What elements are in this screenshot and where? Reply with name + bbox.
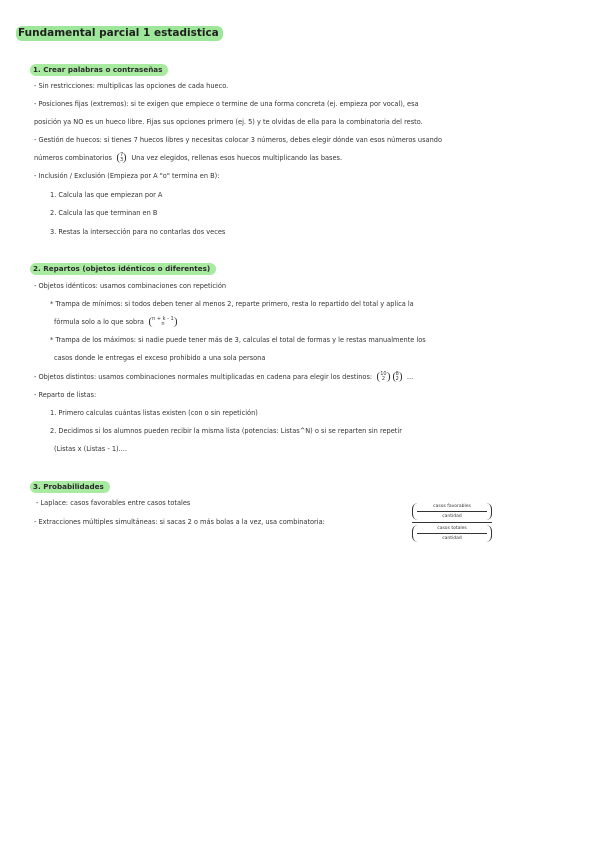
numerator-top: casos favorables bbox=[433, 504, 471, 509]
section-heading-3: 3. Probabilidades bbox=[30, 481, 110, 493]
s2-item-1: 1. Primero calculas cuántas listas existen (con o sin repetición) bbox=[50, 409, 258, 417]
fraction-numerator bbox=[412, 503, 492, 520]
section-heading-1: 1. Crear palabras o contraseñas bbox=[30, 64, 168, 76]
s1-line-6: - Inclusión / Exclusión (Empieza por A "o" termina en B): bbox=[34, 172, 220, 180]
binomial-7-3 bbox=[117, 153, 126, 163]
binomial-bottom: 2 bbox=[381, 376, 386, 382]
s1-item-2: 2. Calcula las que terminan en B bbox=[50, 209, 158, 217]
s2-item-2: 2. Decidimos si los alumnos pueden recibir la misma lista (potencias: Listas^N) o si se reparten sin repetir bbox=[50, 427, 402, 435]
s2-line-3-text: fórmula solo a lo que sobra bbox=[54, 318, 144, 326]
binomial-top: 8 bbox=[395, 371, 399, 377]
binomial-top: n + k - 1 bbox=[152, 316, 174, 322]
binomial-bottom: 2 bbox=[395, 376, 399, 382]
denominator-top: casos totales bbox=[437, 526, 467, 531]
denominator-bottom: cantidad bbox=[442, 536, 462, 541]
s1-line-5 bbox=[34, 153, 342, 163]
binomial-top: 10 bbox=[380, 371, 387, 377]
binomial-8-2 bbox=[393, 372, 402, 382]
s2-line-3 bbox=[54, 317, 180, 327]
binomial-bottom: 3 bbox=[120, 157, 124, 163]
s2-line-6-text: - Objetos distintos: usamos combinaciones normales multiplicadas en cadena para elegir los destinos: bbox=[34, 373, 373, 381]
numerator-bottom: cantidad bbox=[442, 514, 462, 519]
s1-item-1: 1. Calcula las que empiezan por A bbox=[50, 191, 163, 199]
section-heading-2: 2. Repartos (objetos idénticos o diferentes) bbox=[30, 263, 216, 275]
s1-line-3: posición ya NO es un hueco libre. Fijas sus opciones primero (ej. 5) y te olvidas de ella para la combinatoria del resto. bbox=[34, 118, 423, 126]
s2-line-6-ellipsis: ... bbox=[406, 373, 414, 381]
main-fraction-bar bbox=[412, 522, 492, 523]
s1-line-1: - Sin restricciones: multiplicas las opciones de cada hueco. bbox=[34, 82, 229, 90]
binomial-bottom: n bbox=[161, 321, 165, 327]
binomial-top: 7 bbox=[120, 152, 124, 158]
s1-line-5-start: números combinatorios bbox=[34, 154, 112, 162]
page-title: Fundamental parcial 1 estadistica bbox=[16, 26, 223, 41]
s1-line-5-end: Una vez elegidos, rellenas esos huecos multiplicando las bases. bbox=[131, 154, 343, 162]
s2-item-2-cont: (Listas x (Listas - 1).... bbox=[54, 445, 127, 453]
binomial-n-k bbox=[149, 317, 177, 327]
s2-line-4: * Trampa de los máximos: si nadie puede tener más de 3, calculas el total de formas y le restas manualmente los bbox=[50, 336, 426, 344]
denominator-bar bbox=[417, 533, 487, 534]
s3-line-2: - Extracciones múltiples simultáneas: si sacas 2 o más bolas a la vez, usa combinatoria: bbox=[34, 518, 325, 526]
s2-line-1: - Objetos idénticos: usamos combinaciones con repetición bbox=[34, 282, 227, 290]
fraction-denominator bbox=[412, 525, 492, 542]
s1-item-3: 3. Restas la intersección para no contarlas dos veces bbox=[50, 228, 226, 236]
s3-line-1: - Laplace: casos favorables entre casos totales bbox=[36, 499, 191, 507]
s1-line-4: - Gestión de huecos: si tienes 7 huecos libres y necesitas colocar 3 números, debes elegir dónde van esos números usando bbox=[34, 136, 442, 144]
numerator-bar bbox=[417, 511, 487, 512]
s2-line-7: - Reparto de listas: bbox=[34, 391, 97, 399]
s2-line-2: * Trampa de mínimos: si todos deben tener al menos 2, reparte primero, resta lo repartido del total y aplica la bbox=[50, 300, 414, 308]
s1-line-2: - Posiciones fijas (extremos): si te exigen que empiece o termine de una forma concreta (ej. empieza por vocal), esa bbox=[34, 100, 419, 108]
s2-line-5: casos donde le entregas el exceso prohibido a una sola persona bbox=[54, 354, 266, 362]
probability-fraction bbox=[412, 503, 492, 542]
binomial-10-2 bbox=[377, 372, 389, 382]
s2-line-6 bbox=[34, 372, 413, 382]
